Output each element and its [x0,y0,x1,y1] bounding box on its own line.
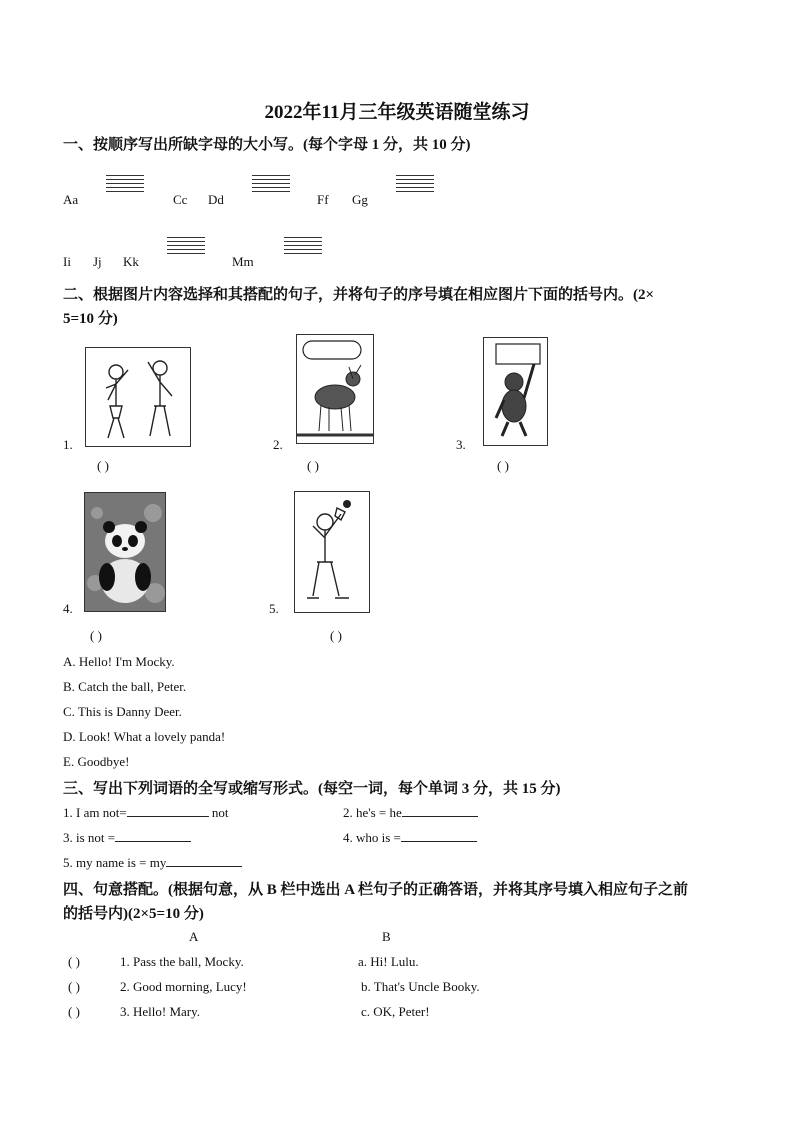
option-e: E. Goodbye! [63,754,130,769]
letter-gg: Gg [352,192,368,207]
option-c: C. This is Danny Deer. [63,704,182,719]
picture-1-number: 1. [63,437,73,452]
section2-heading-line1: 二、根据图片内容选择和其搭配的句子，并将句子的序号填在相应图片下面的括号内。(2× [63,287,655,303]
letter-aa: Aa [63,192,79,207]
letter-jj: Jj [93,254,102,269]
abbrev-item-1-prefix: 1. I am not= [63,805,127,820]
picture-deer [296,334,374,444]
blank-lines-5[interactable] [284,237,322,254]
picture-5-answer[interactable]: ( ) [330,628,342,643]
picture-4-number: 4. [63,601,73,616]
letter-mm: Mm [232,254,254,269]
match-answer-3[interactable]: ( ) [68,1004,80,1019]
option-d: D. Look! What a lovely panda! [63,729,226,744]
abbrev-item-4 [343,829,477,846]
abbrev-item-5 [63,854,242,871]
picture-4-answer[interactable]: ( ) [90,628,102,643]
match-answer-1[interactable]: ( ) [68,954,80,969]
abbrev-item-1-suffix: not [208,805,229,820]
abbrev-item-3 [63,829,191,846]
abbrev-item-2-blank[interactable] [402,804,478,817]
abbrev-item-2-prefix: 2. he's = he [343,805,402,820]
abbrev-item-4-prefix: 4. who is = [343,830,401,845]
picture-panda [84,492,166,612]
picture-3-answer[interactable]: ( ) [497,458,509,473]
abbrev-item-4-blank[interactable] [401,829,477,842]
page-title: 2022年11月三年级英语随堂练习 [264,102,530,123]
column-a-header: A [189,929,199,944]
letter-cc: Cc [173,192,188,207]
match-b-3: c. OK, Peter! [361,1004,430,1019]
column-b-header: B [382,929,391,944]
picture-2-answer[interactable]: ( ) [307,458,319,473]
picture-monkey [483,337,548,446]
blank-lines-1[interactable] [106,175,144,192]
blank-lines-4[interactable] [167,237,205,254]
abbrev-item-5-prefix: 5. my name is = my [63,855,167,870]
picture-boy-catching-ball [294,491,370,613]
match-a-1: 1. Pass the ball, Mocky. [120,954,244,969]
picture-children-waving [85,347,191,447]
picture-3-number: 3. [456,437,466,452]
letter-dd: Dd [208,192,224,207]
letter-ii: Ii [63,254,71,269]
abbrev-item-1 [63,804,229,821]
abbrev-item-1-blank[interactable] [127,804,209,817]
match-answer-2[interactable]: ( ) [68,979,80,994]
option-b: B. Catch the ball, Peter. [63,679,187,694]
section4-heading-line2: 的括号内)(2×5=10 分) [63,906,204,922]
option-a: A. Hello! I'm Mocky. [63,654,175,669]
letter-ff: Ff [317,192,329,207]
letter-kk: Kk [123,254,139,269]
section2-heading-line2: 5=10 分) [63,311,118,327]
abbrev-item-5-blank[interactable] [166,854,242,867]
picture-2-number: 2. [273,437,283,452]
blank-lines-3[interactable] [396,175,434,192]
abbrev-item-3-blank[interactable] [115,829,191,842]
section3-heading: 三、写出下列词语的全写或缩写形式。(每空一词，每个单词 3 分，共 15 分) [63,781,561,797]
match-a-3: 3. Hello! Mary. [120,1004,201,1019]
picture-1-answer[interactable]: ( ) [97,458,109,473]
section4-heading-line1: 四、句意搭配。(根据句意，从 B 栏中选出 A 栏句子的正确答语，并将其序号填入相应句子之前 [63,882,689,898]
section1-heading: 一、按顺序写出所缺字母的大小写。(每个字母 1 分，共 10 分) [63,137,471,153]
match-a-2: 2. Good morning, Lucy! [120,979,247,994]
picture-5-number: 5. [269,601,279,616]
match-b-1: a. Hi! Lulu. [358,954,419,969]
blank-lines-2[interactable] [252,175,290,192]
abbrev-item-3-prefix: 3. is not = [63,830,116,845]
match-b-2: b. That's Uncle Booky. [361,979,480,994]
abbrev-item-2 [343,804,478,821]
